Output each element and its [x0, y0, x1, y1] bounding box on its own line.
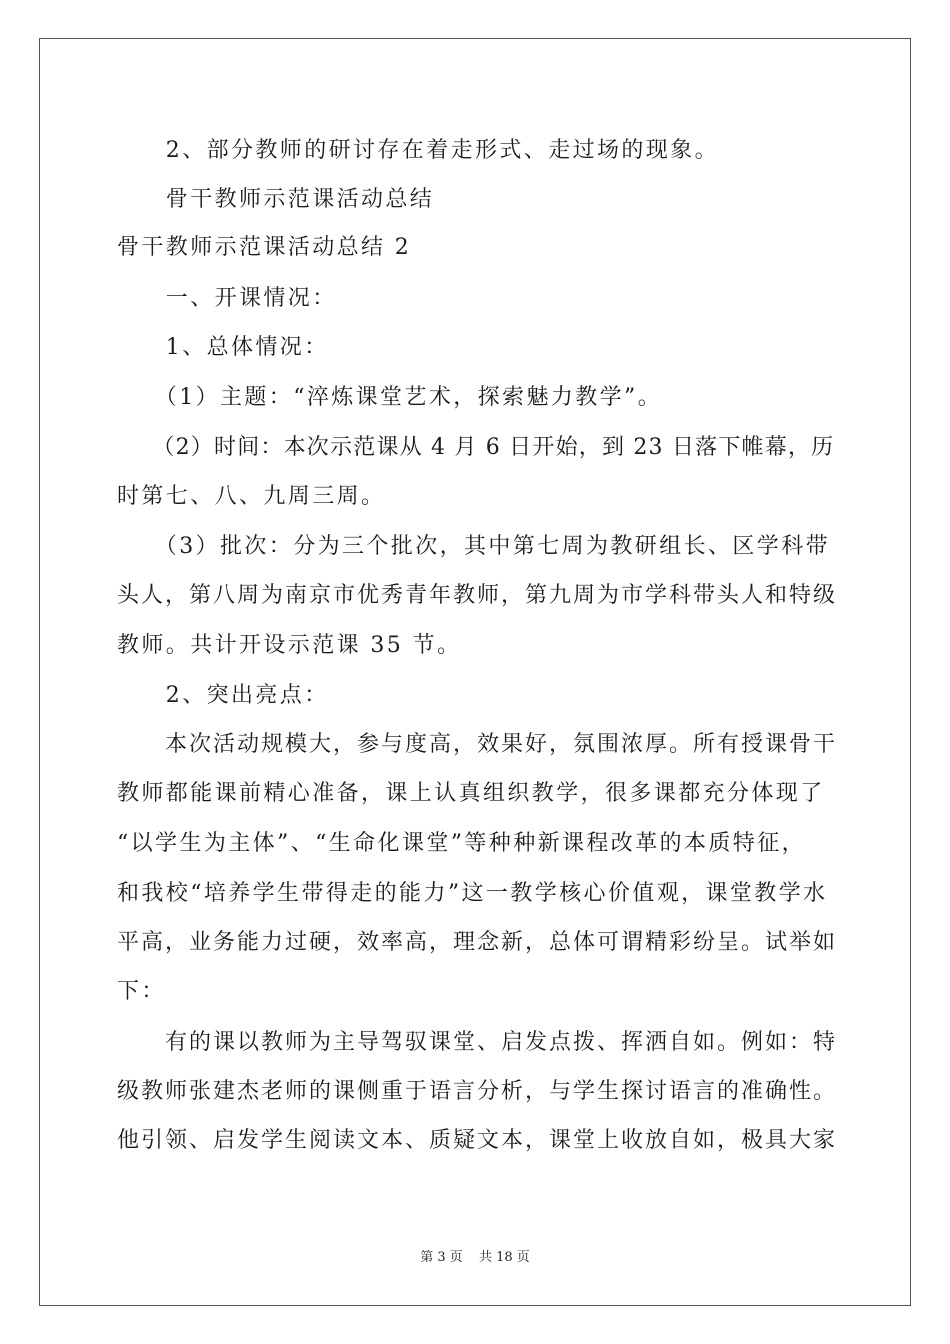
paragraph-line: 下： — [117, 979, 166, 1004]
paragraph-line: 本次活动规模大，参与度高，效果好，氛围浓厚。所有授课骨干 — [117, 732, 838, 757]
page-border — [39, 38, 911, 1306]
paragraph-line: 时第七、八、九周三周。 — [117, 484, 386, 509]
paragraph-line: 教师。共计开设示范课 35 节。 — [117, 633, 462, 658]
page-footer — [0, 1246, 950, 1265]
paragraph-line: （2）时间：本次示范课从 4 月 6 日开始，到 23 日落下帷幕，历 — [117, 435, 835, 460]
paragraph-line: 他引领、启发学生阅读文本、质疑文本，课堂上收放自如，极具大家 — [117, 1128, 838, 1153]
paragraph-line: 级教师张建杰老师的课侧重于语言分析，与学生探讨语言的准确性。 — [117, 1079, 838, 1104]
paragraph-line: （3）批次：分为三个批次，其中第七周为教研组长、区学科带 — [117, 534, 830, 559]
paragraph-line: 教师都能课前精心准备，课上认真组织教学，很多课都充分体现了 — [117, 781, 825, 806]
paragraph-line: 头人，第八周为南京市优秀青年教师，第九周为市学科带头人和特级 — [117, 583, 838, 608]
paragraph-line: “以学生为主体”、“生命化课堂”等种种新课程改革的本质特征， — [117, 831, 806, 856]
paragraph-line: 一、开课情况： — [117, 286, 337, 311]
paragraph-line: 骨干教师示范课活动总结 — [117, 187, 435, 212]
paragraph-line: 2、部分教师的研讨存在着走形式、走过场的现象。 — [117, 138, 719, 163]
page-number: 第 3 页 — [420, 1250, 463, 1265]
paragraph-line: 2、突出亮点： — [117, 683, 329, 708]
paragraph-line: 平高，业务能力过硬，效率高，理念新，总体可谓精彩纷呈。试举如 — [117, 930, 838, 955]
paragraph-line: （1）主题：“淬炼课堂艺术，探索魅力教学”。 — [117, 385, 663, 410]
section-heading: 骨干教师示范课活动总结 2 — [117, 235, 412, 260]
paragraph-line: 1、总体情况： — [117, 335, 329, 360]
page-total: 共 18 页 — [478, 1250, 530, 1265]
paragraph-line: 有的课以教师为主导驾驭课堂、启发点拨、挥洒自如。例如：特 — [117, 1030, 838, 1055]
paragraph-line: 和我校“培养学生带得走的能力”这一教学核心价值观，课堂教学水 — [117, 881, 828, 906]
